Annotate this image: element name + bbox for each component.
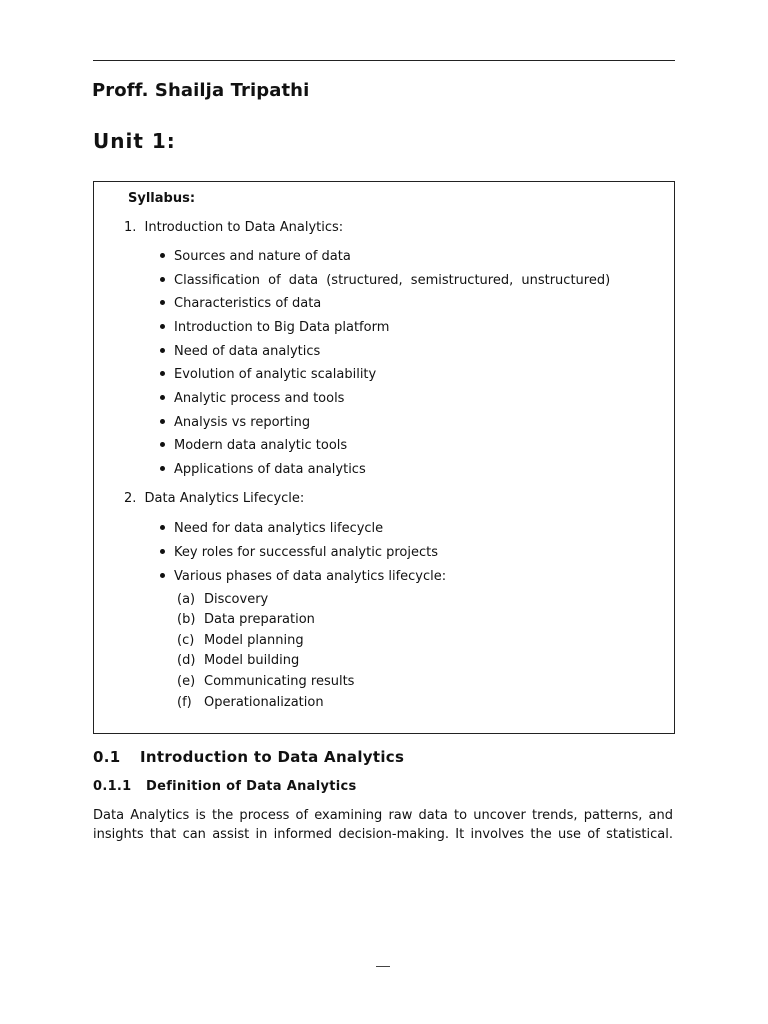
list-item: Key roles for successful analytic projects: [160, 545, 438, 561]
list-item: Modern data analytic tools: [160, 438, 347, 454]
section-number: 0.1: [93, 748, 121, 766]
list-item: Various phases of data analytics lifecycle:: [160, 569, 446, 585]
phase-marker: (c): [177, 633, 195, 648]
header-rule: [93, 60, 675, 61]
bullet-icon: [160, 277, 165, 282]
list-item: (e) Communicating results: [177, 674, 355, 689]
paragraph-line: Data Analytics is the process of examining raw data to uncover trends, patterns, and: [93, 808, 673, 823]
bullet-icon: [160, 419, 165, 424]
bullet-icon: [160, 348, 165, 353]
list-item: (d) Model building: [177, 653, 300, 668]
subsection-number: 0.1.1: [93, 779, 132, 794]
list-item: (f) Operationalization: [177, 695, 324, 710]
phase-marker: (d): [177, 653, 196, 668]
phase-marker: (b): [177, 612, 196, 627]
list-item: Analytic process and tools: [160, 391, 344, 407]
bullet-icon: [160, 300, 165, 305]
section-heading: [93, 748, 404, 766]
bullet-icon: [160, 466, 165, 471]
phase-marker: (a): [177, 592, 196, 607]
syllabus-section-2: [124, 491, 304, 507]
list-item: (a) Discovery: [177, 592, 269, 607]
section-title: Introduction to Data Analytics:: [144, 220, 344, 235]
list-item: Need of data analytics: [160, 344, 320, 360]
section-title: Data Analytics Lifecycle:: [144, 491, 305, 506]
bullet-icon: [160, 525, 165, 530]
bullet-icon: [160, 549, 165, 554]
paragraph-line: insights that can assist in informed decision-making. It involves the use of statistical.: [93, 827, 673, 842]
phase-marker: (e): [177, 674, 196, 689]
body-paragraph: [93, 806, 673, 844]
bullet-icon: [160, 253, 165, 258]
syllabus-section-1: [124, 220, 343, 236]
subsection-heading: [93, 779, 357, 794]
syllabus-label: Syllabus:: [128, 191, 196, 206]
list-item: Need for data analytics lifecycle: [160, 521, 383, 537]
subsection-title: Definition of Data Analytics: [146, 779, 357, 794]
section-title: Introduction to Data Analytics: [140, 748, 405, 766]
bullet-icon: [160, 371, 165, 376]
author-name: Proff. Shailja Tripathi: [92, 80, 310, 101]
section-number: 2.: [124, 491, 137, 506]
section-number: 1.: [124, 220, 137, 235]
page-number-mark: [376, 966, 390, 967]
list-item: Introduction to Big Data platform: [160, 320, 389, 336]
list-item: Characteristics of data: [160, 296, 321, 312]
bullet-icon: [160, 573, 165, 578]
list-item: Analysis vs reporting: [160, 415, 310, 431]
bullet-icon: [160, 324, 165, 329]
bullet-icon: [160, 442, 165, 447]
list-item: (b) Data preparation: [177, 612, 315, 627]
list-item: Classification of data (structured, semistructured, unstructured): [160, 273, 610, 289]
list-item: Sources and nature of data: [160, 249, 351, 265]
bullet-icon: [160, 395, 165, 400]
list-item: Applications of data analytics: [160, 462, 366, 478]
unit-title: Unit 1:: [93, 129, 176, 153]
list-item: (c) Model planning: [177, 633, 304, 648]
syllabus-box: [93, 181, 675, 734]
phase-marker: (f): [177, 695, 192, 710]
list-item: Evolution of analytic scalability: [160, 367, 376, 383]
